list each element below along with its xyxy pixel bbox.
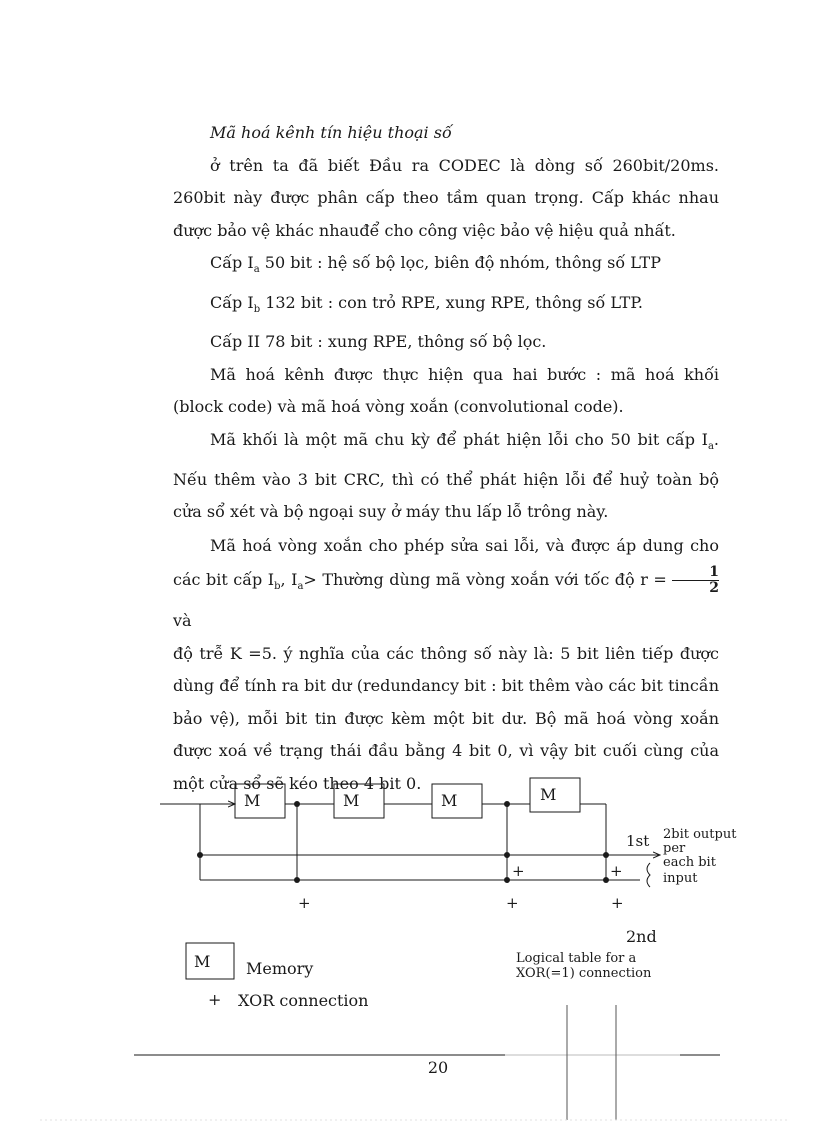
p7-c: > Thường dùng mã vòng xoắn với tốc độ r = bbox=[303, 569, 673, 589]
memory-label-2: M bbox=[343, 791, 360, 810]
p3-post: 132 bit : con trỏ RPE, xung RPE, thông số LTP. bbox=[260, 292, 643, 312]
node-3 bbox=[197, 852, 203, 858]
paragraph-3 bbox=[173, 287, 719, 327]
body-text bbox=[173, 117, 719, 800]
p6-pre: Mã khối là một mã chu kỳ để phát hiện lỗi cho 50 bit cấp I bbox=[210, 429, 708, 449]
output-note-2: per bbox=[663, 841, 686, 856]
node-8 bbox=[603, 877, 609, 883]
xor-plus-right: + bbox=[610, 862, 623, 880]
paragraph-8: độ trễ K =5. ý nghĩa của các thông số này là: 5 bit liên tiếp được dùng để tính ra bit dư (redundancy bit : bit thêm vào các bit tincần bảo vệ), mỗi bit tin được kèm một bit dư. Bộ mã hoá vòng xoắn được xoá về trạng thái đầu bằng 4 bit 0, vì vậy bit cuối cùng của một cửa sổ sẽ kéo theo 4 bit 0. bbox=[173, 643, 719, 793]
legend-memory-label: Memory bbox=[246, 959, 314, 978]
paragraph-2 bbox=[173, 247, 719, 287]
p7-sub2: a bbox=[297, 580, 304, 592]
legend-xor-symbol: + bbox=[208, 990, 222, 1009]
legend-xor-label: XOR connection bbox=[238, 991, 369, 1010]
p3-sub: b bbox=[253, 303, 261, 315]
fraction-denominator: 2 bbox=[672, 580, 719, 596]
fraction bbox=[672, 565, 719, 596]
node-7 bbox=[504, 877, 510, 883]
output-note-4: input bbox=[663, 871, 698, 886]
output-note-3: each bit bbox=[663, 855, 716, 870]
p7-sub1: b bbox=[274, 580, 281, 592]
xor-plus-2: + bbox=[506, 894, 519, 912]
first-output-label: 1st bbox=[626, 832, 650, 850]
memory-label-1: M bbox=[244, 791, 261, 810]
logical-table-note-1: Logical table for a bbox=[516, 951, 637, 966]
node-2 bbox=[504, 801, 510, 807]
page-footer bbox=[0, 1040, 816, 1123]
node-1 bbox=[294, 801, 300, 807]
p7-a: Mã hoá vòng xoắn cho phép sửa sai lỗi, và được áp dung cho các bit cấp I bbox=[173, 535, 719, 589]
memory-label-3: M bbox=[441, 791, 458, 810]
logical-table-note-2: XOR(=1) connection bbox=[516, 966, 652, 981]
convolutional-encoder-diagram bbox=[0, 760, 816, 1060]
paragraph-1: ở trên ta đã biết Đầu ra CODEC là dòng số 260bit/20ms. 260bit này được phân cấp theo tầm quan trọng. Cấp khác nhau được bảo vệ khác nhauđể cho công việc bảo vệ hiệu quả nhất. bbox=[173, 155, 719, 240]
p6-post: . Nếu thêm vào 3 bit CRC, thì có thể phát hiện lỗi để huỷ toàn bộ cửa sổ xét và bộ ngoại suy ở máy thu lấp lỗ trông này. bbox=[173, 429, 719, 522]
xor-plus-1: + bbox=[298, 894, 311, 912]
output-note-1: 2bit output bbox=[663, 827, 737, 842]
fraction-numerator: 1 bbox=[709, 563, 720, 580]
node-5 bbox=[603, 852, 609, 858]
xor-plus-mid: + bbox=[512, 862, 525, 880]
footer-rule bbox=[0, 1040, 816, 1123]
node-6 bbox=[294, 877, 300, 883]
paragraph-6 bbox=[173, 424, 719, 529]
output-brace-icon bbox=[647, 863, 650, 887]
p2-sub: a bbox=[253, 264, 260, 276]
p6-sub: a bbox=[707, 441, 714, 453]
p2-post: 50 bit : hệ số bộ lọc, biên độ nhóm, thông số LTP bbox=[259, 253, 661, 272]
p3-pre: Cấp I bbox=[210, 292, 254, 312]
p2-pre: Cấp I bbox=[210, 253, 254, 272]
legend-memory-box-label: M bbox=[194, 952, 211, 971]
p7-d: và bbox=[173, 610, 192, 630]
paragraph-7 bbox=[173, 529, 719, 638]
section-title: Mã hoá kênh tín hiệu thoại số bbox=[210, 123, 452, 142]
xor-plus-3: + bbox=[611, 894, 624, 912]
p7-b: , I bbox=[280, 569, 298, 589]
node-4 bbox=[504, 852, 510, 858]
page-number: 20 bbox=[427, 1058, 449, 1077]
memory-label-4: M bbox=[540, 785, 557, 804]
second-output-label: 2nd bbox=[626, 927, 657, 946]
paragraph-4: Cấp II 78 bit : xung RPE, thông số bộ lọc. bbox=[210, 332, 547, 352]
paragraph-5: Mã hoá kênh được thực hiện qua hai bước : mã hoá khối (block code) và mã hoá vòng xoắn (convolutional code). bbox=[173, 364, 719, 417]
